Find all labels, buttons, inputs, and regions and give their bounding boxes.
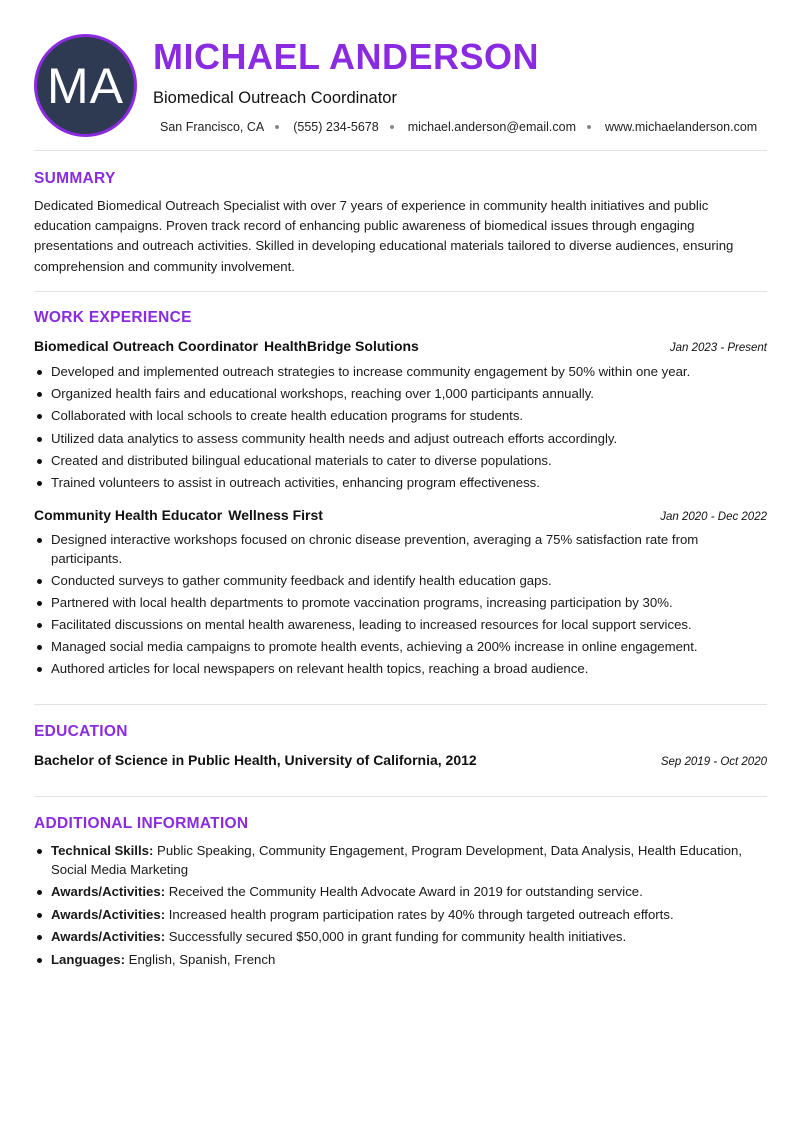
job-company: HealthBridge Solutions bbox=[264, 338, 419, 354]
job-header bbox=[34, 507, 767, 523]
info-value: Public Speaking, Community Engagement, Program Development, Data Analysis, Health Education, Social Media Marketing bbox=[51, 843, 742, 877]
divider bbox=[34, 150, 767, 151]
separator-dot bbox=[390, 125, 394, 129]
list-item: Utilized data analytics to assess community health needs and adjust outreach efforts accordingly. bbox=[34, 430, 734, 449]
job-dates: Jan 2020 - Dec 2022 bbox=[660, 511, 767, 523]
list-item bbox=[34, 951, 744, 970]
list-item: Designed interactive workshops focused on chronic disease prevention, averaging a 75% satisfaction rate from participants. bbox=[34, 531, 734, 568]
summary-heading: SUMMARY bbox=[34, 170, 116, 187]
list-item: Managed social media campaigns to promote health events, achieving a 200% increase in online engagement. bbox=[34, 638, 734, 657]
summary-text: Dedicated Biomedical Outreach Specialist with over 7 years of experience in community health initiatives and public education campaigns. Proven track record of enhancing public awareness of biomedical issues through engaging presentations and outreach activities. Skilled in developing educational materials tailored to diverse audiences, ensuring comprehension and community involvement. bbox=[34, 198, 734, 274]
list-item: Conducted surveys to gather community feedback and identify health education gaps. bbox=[34, 572, 734, 591]
info-label: Languages: bbox=[51, 951, 126, 967]
list-item: Collaborated with local schools to create health education programs for students. bbox=[34, 407, 734, 426]
job-bullets bbox=[34, 363, 734, 496]
contact-website[interactable]: www.michaelanderson.com bbox=[605, 120, 758, 134]
info-label: Awards/Activities: bbox=[51, 884, 166, 899]
info-value: English, Spanish, French bbox=[125, 951, 276, 967]
contact-email[interactable]: michael.anderson@email.com bbox=[407, 120, 577, 134]
candidate-role: Biomedical Outreach Coordinator bbox=[153, 89, 397, 107]
contact-location: San Francisco, CA bbox=[160, 120, 265, 134]
job-title-line bbox=[34, 507, 323, 523]
divider bbox=[34, 704, 767, 705]
info-label: Awards/Activities: bbox=[51, 929, 166, 944]
info-label: Technical Skills: bbox=[51, 843, 154, 858]
list-item: Created and distributed bilingual educational materials to cater to diverse populations. bbox=[34, 452, 734, 471]
work-experience-heading: WORK EXPERIENCE bbox=[34, 309, 192, 326]
list-item: Authored articles for local newspapers on relevant health topics, reaching a broad audience. bbox=[34, 660, 734, 679]
job-title-line bbox=[34, 338, 419, 354]
education-dates: Sep 2019 - Oct 2020 bbox=[660, 756, 767, 768]
list-item: Organized health fairs and educational workshops, reaching over 1,000 participants annually. bbox=[34, 385, 734, 404]
list-item bbox=[34, 883, 744, 902]
additional-info-heading: ADDITIONAL INFORMATION bbox=[34, 815, 249, 832]
list-item bbox=[34, 906, 744, 925]
info-value: Received the Community Health Advocate Award in 2019 for outstanding service. bbox=[165, 884, 643, 899]
job-company: Wellness First bbox=[228, 507, 323, 523]
job-bullets bbox=[34, 531, 734, 683]
education-degree: Bachelor of Science in Public Health, University of California, 2012 bbox=[34, 752, 477, 768]
separator-dot bbox=[275, 125, 279, 129]
divider bbox=[34, 796, 767, 797]
info-label: Awards/Activities: bbox=[51, 906, 166, 922]
list-item: Developed and implemented outreach strategies to increase community engagement by 50% within one year. bbox=[34, 363, 734, 382]
list-item: Partnered with local health departments to promote vaccination programs, increasing participation by 30%. bbox=[34, 594, 734, 613]
job-position: Biomedical Outreach Coordinator bbox=[34, 338, 259, 354]
list-item: Facilitated discussions on mental health awareness, leading to increased resources for local support services. bbox=[34, 616, 734, 635]
info-value: Successfully secured $50,000 in grant funding for community health initiatives. bbox=[165, 929, 627, 944]
candidate-name: MICHAEL ANDERSON bbox=[153, 36, 540, 77]
resume-header bbox=[0, 0, 800, 150]
list-item bbox=[34, 842, 744, 879]
contact-bar bbox=[160, 120, 757, 134]
job-header bbox=[34, 338, 767, 354]
contact-phone: (555) 234-5678 bbox=[293, 120, 379, 134]
education-heading: EDUCATION bbox=[34, 723, 128, 740]
additional-info-list bbox=[34, 842, 744, 973]
education-entry bbox=[34, 752, 767, 768]
divider bbox=[34, 291, 767, 292]
separator-dot bbox=[587, 125, 591, 129]
list-item bbox=[34, 928, 744, 947]
info-value: Increased health program participation rates by 40% through targeted outreach efforts. bbox=[165, 906, 674, 922]
avatar: MA bbox=[34, 34, 137, 137]
list-item: Trained volunteers to assist in outreach activities, enhancing program effectiveness. bbox=[34, 474, 734, 493]
job-dates: Jan 2023 - Present bbox=[669, 342, 767, 354]
job-position: Community Health Educator bbox=[34, 507, 223, 523]
